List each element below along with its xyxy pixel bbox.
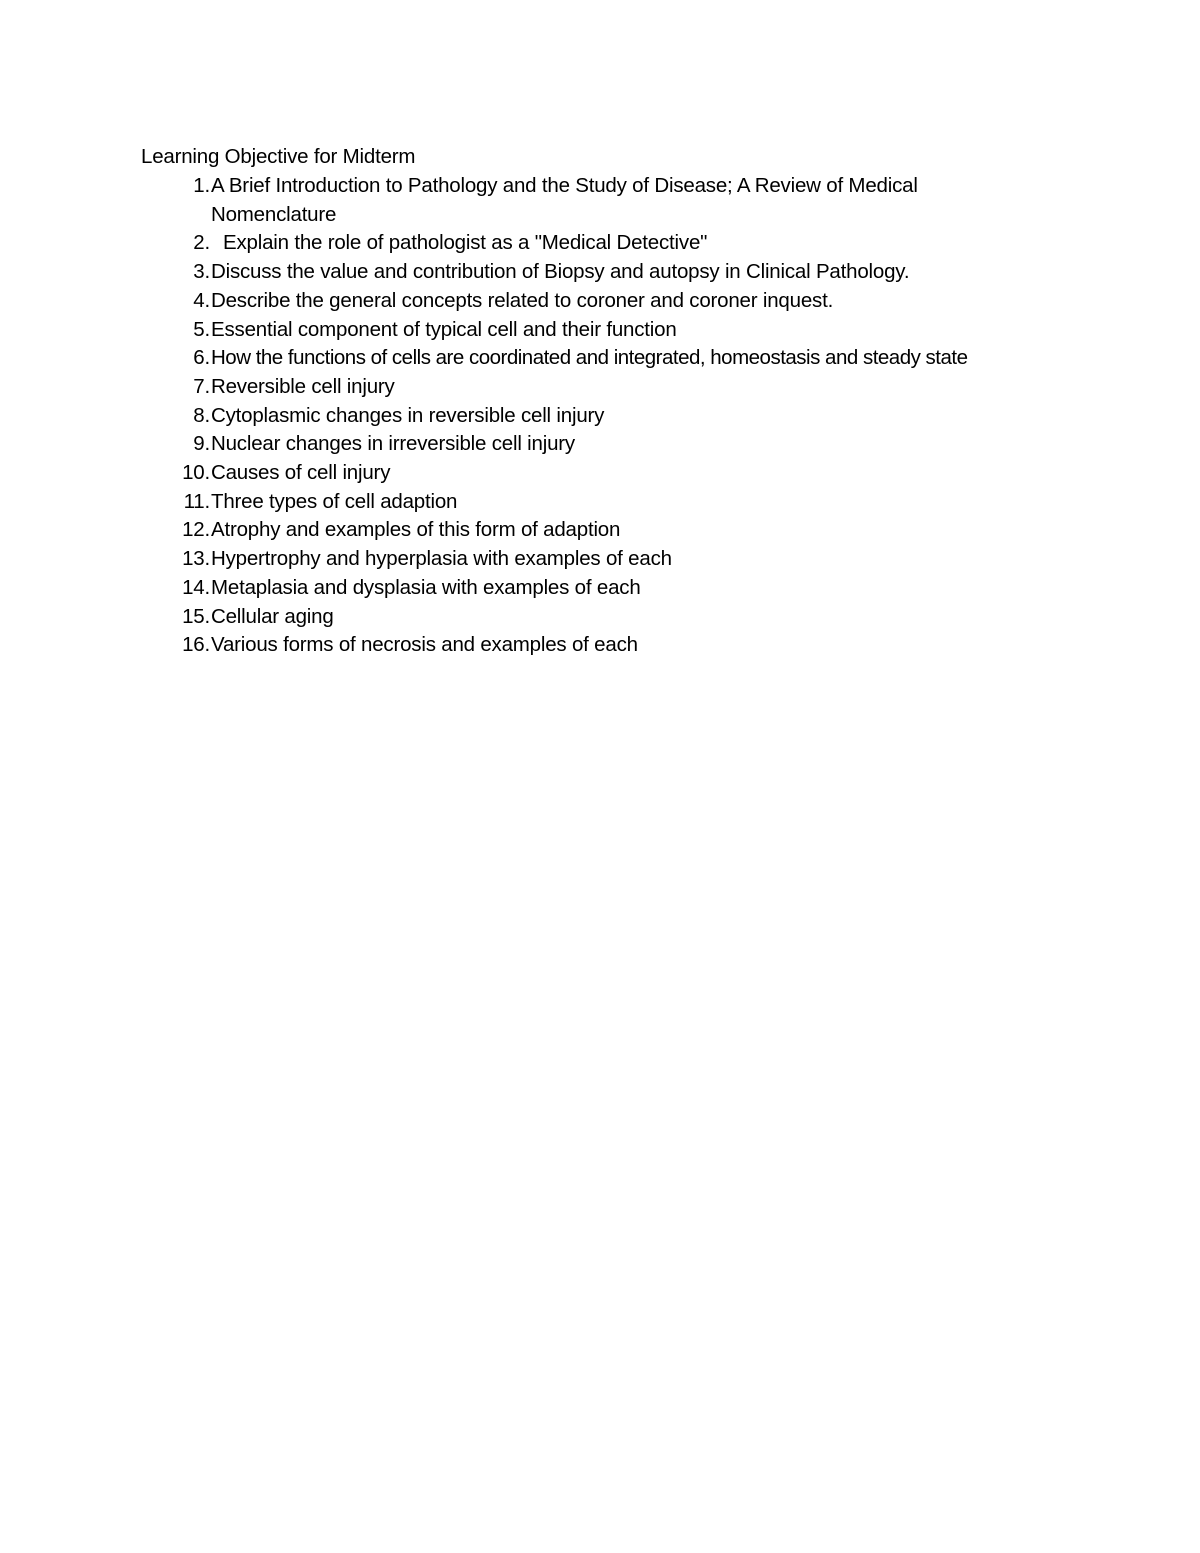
list-item-text: [211, 172, 1091, 229]
list-item: [141, 344, 1101, 373]
list-item: [141, 258, 1101, 287]
list-item-text: Discuss the value and contribution of Biopsy and autopsy in Clinical Pathology.: [211, 260, 910, 284]
list-item: [141, 459, 1101, 488]
list-item-text: Cellular aging: [211, 604, 334, 628]
list-item-number: 9.: [193, 432, 210, 456]
list-item: [141, 516, 1101, 545]
list-item-text: Explain the role of pathologist as a "Medical Detective": [223, 231, 708, 255]
list-item-text: Hypertrophy and hyperplasia with examples of each: [211, 547, 672, 571]
list-item: [141, 545, 1101, 574]
list-item-number: 2.: [193, 231, 210, 255]
list-item: [141, 402, 1101, 431]
list-item-text: Reversible cell injury: [211, 374, 395, 398]
list-item-number: 12.: [182, 518, 210, 542]
list-item-text: How the functions of cells are coordinated and integrated, homeostasis and steady state: [211, 346, 968, 370]
list-item-text-line: Nomenclature: [211, 202, 337, 226]
list-item-number: 14.: [182, 575, 210, 599]
list-item-text: Three types of cell adaption: [211, 489, 458, 513]
list-item-text: Metaplasia and dysplasia with examples of each: [211, 575, 641, 599]
list-item-text: Various forms of necrosis and examples of each: [211, 633, 638, 657]
list-item: [141, 373, 1101, 402]
list-item-number: 8.: [193, 403, 210, 427]
list-item-number: 4.: [193, 288, 210, 312]
list-item-number: 3.: [193, 260, 210, 284]
list-item-text: Cytoplasmic changes in reversible cell injury: [211, 403, 605, 427]
objectives-list: [141, 172, 1101, 660]
list-item-text: Describe the general concepts related to coroner and coroner inquest.: [211, 288, 834, 312]
list-item-number: 5.: [193, 317, 210, 341]
document-title: Learning Objective for Midterm: [141, 145, 416, 168]
list-item: [141, 603, 1101, 632]
list-item: [141, 172, 1101, 229]
list-item: [141, 430, 1101, 459]
list-item: [141, 488, 1101, 517]
list-item: [141, 229, 1101, 258]
list-item-number: 11.: [183, 489, 210, 513]
list-item-number: 6.: [193, 346, 210, 370]
list-item-text-line: A Brief Introduction to Pathology and the Study of Disease; A Review of Medical: [211, 174, 918, 197]
list-item-text: Atrophy and examples of this form of adaption: [211, 518, 621, 542]
list-item-text: Causes of cell injury: [211, 461, 391, 485]
list-item: [141, 574, 1101, 603]
list-item-number: 15.: [182, 604, 210, 628]
list-item: [141, 316, 1101, 345]
list-item-number: 7.: [193, 374, 210, 398]
list-item: [141, 631, 1101, 660]
list-item: [141, 287, 1101, 316]
list-item-text: Essential component of typical cell and their function: [211, 317, 677, 341]
list-item-number: 16.: [182, 633, 210, 657]
list-item-number: 13.: [182, 547, 210, 571]
list-item-number: 10.: [182, 461, 210, 485]
list-item-number: 1.: [193, 174, 210, 197]
list-item-text: Nuclear changes in irreversible cell injury: [211, 432, 575, 456]
